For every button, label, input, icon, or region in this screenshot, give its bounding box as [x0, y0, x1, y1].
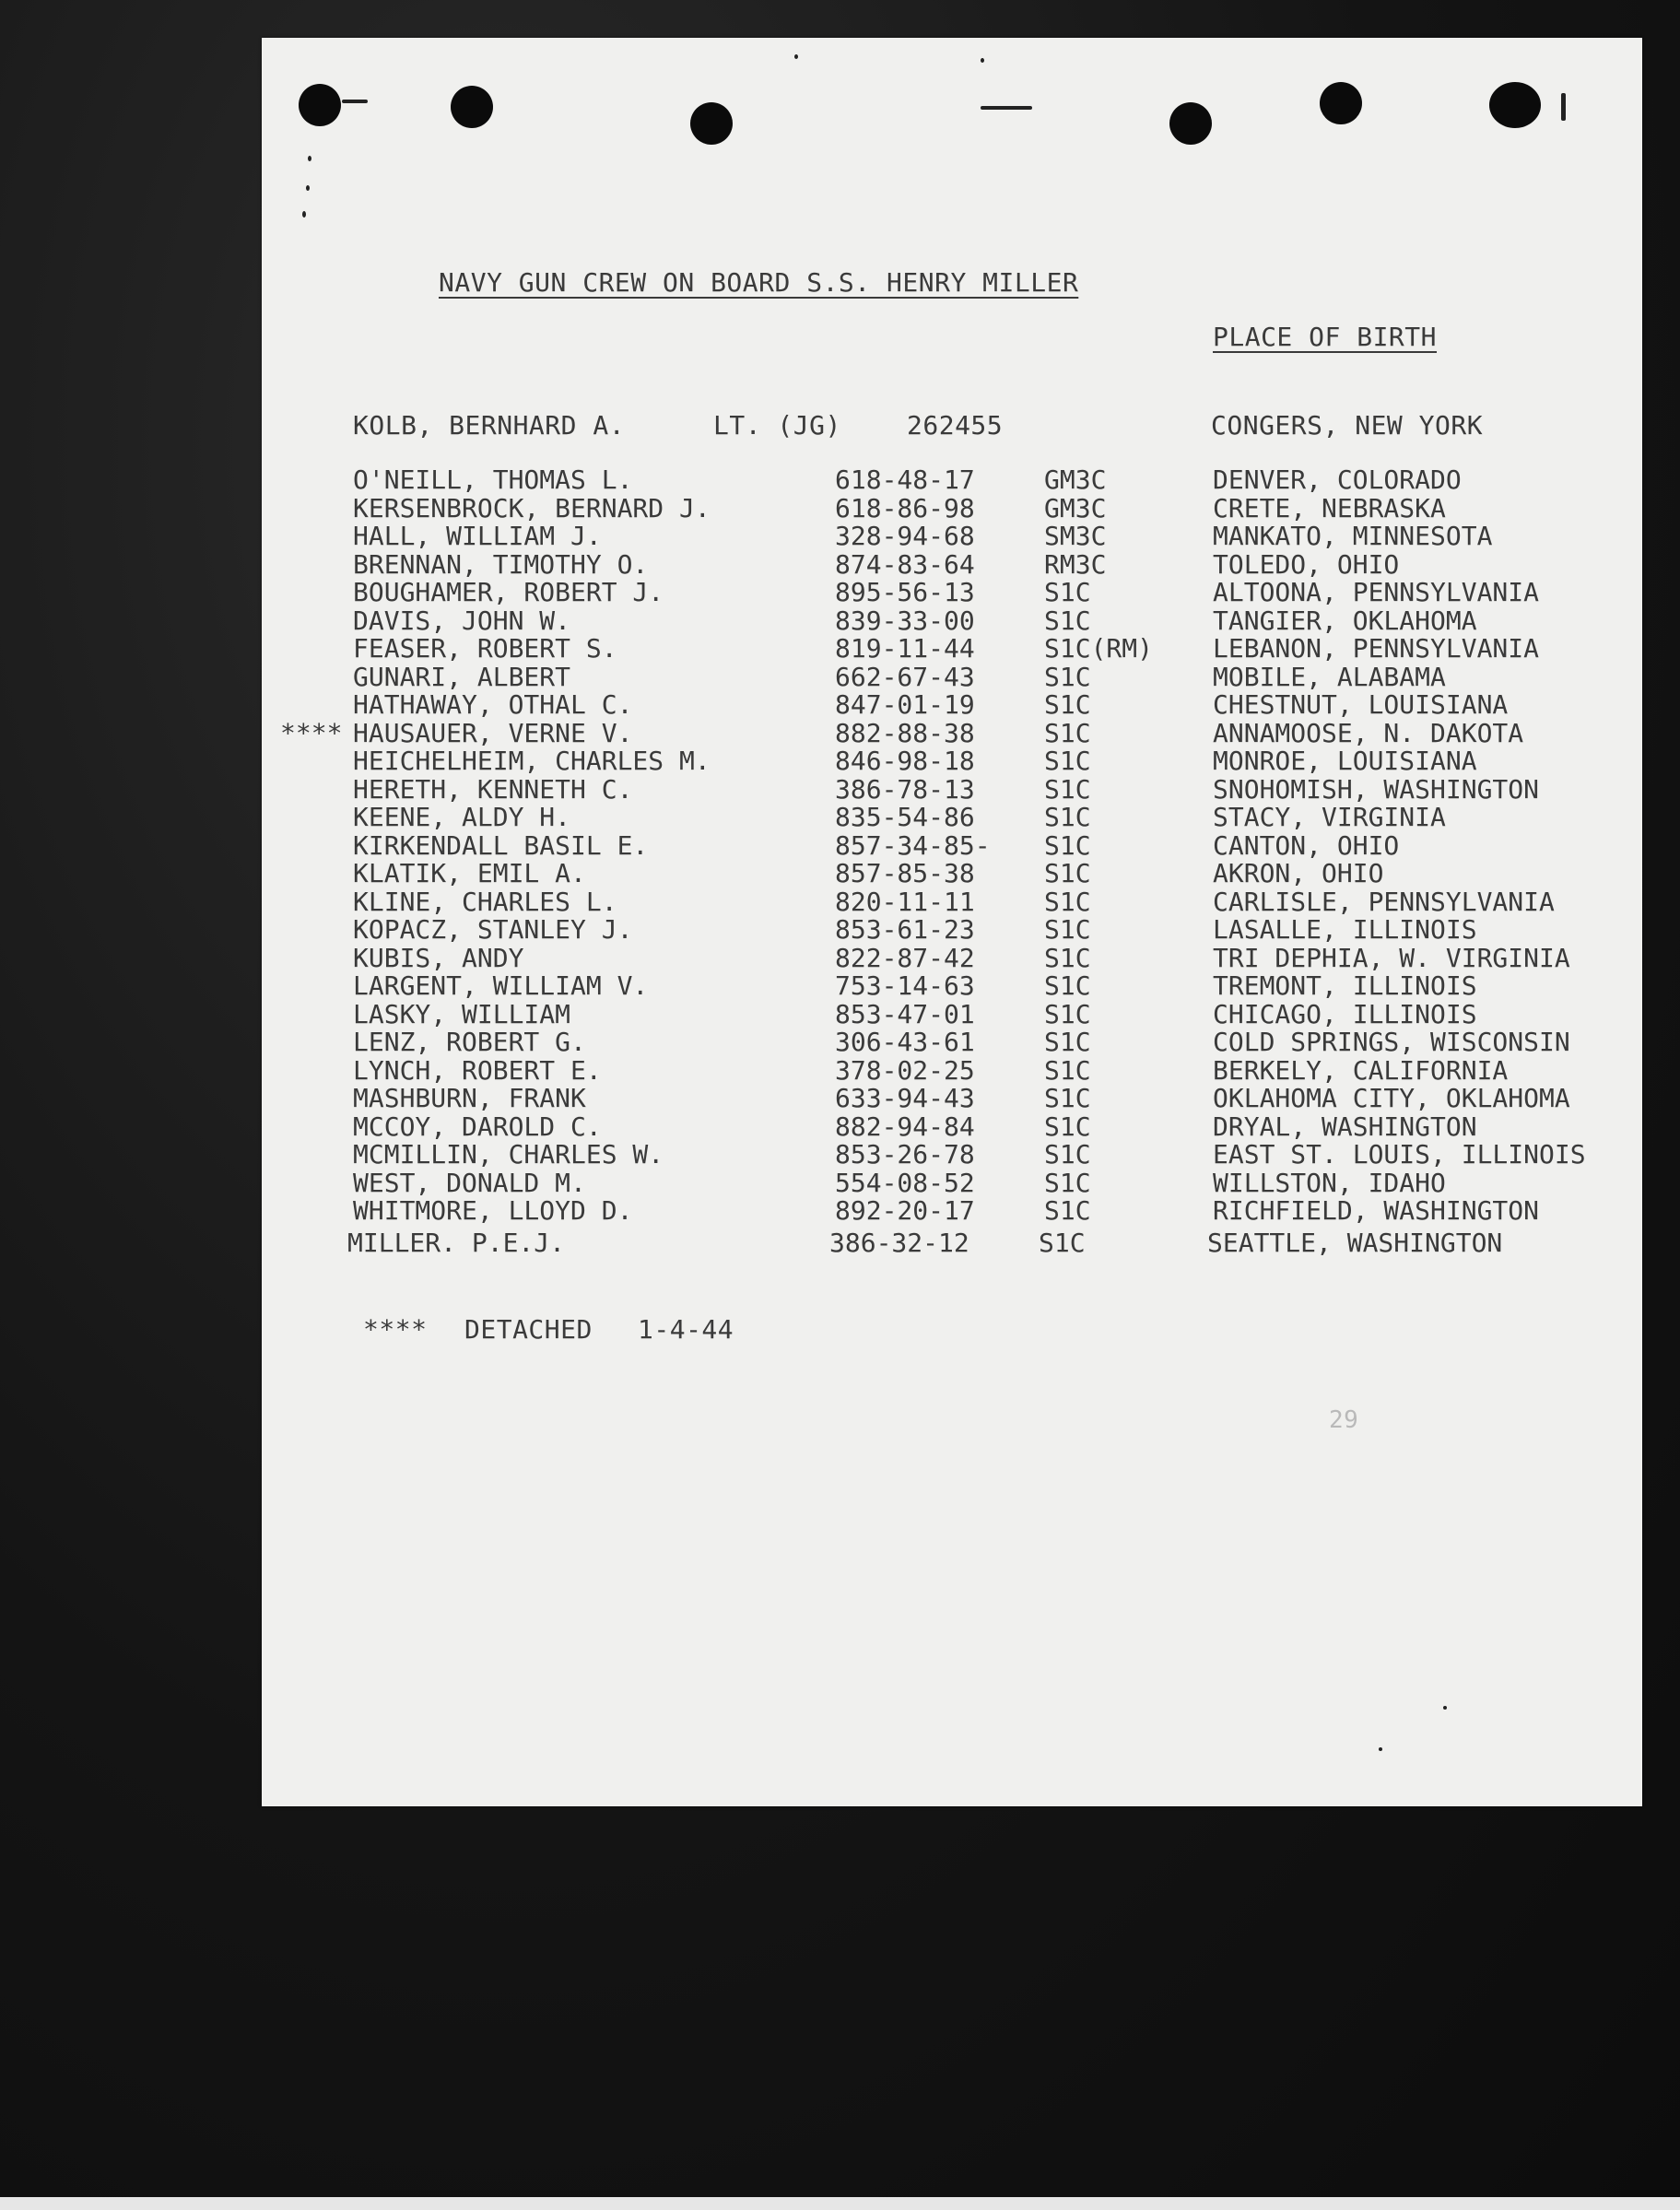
- crew-row: [262, 972, 1642, 1001]
- crew-row: [262, 860, 1642, 888]
- officer-rank: LT. (JG): [713, 410, 841, 441]
- ink-speck: [1379, 1747, 1382, 1751]
- crew-name: KOPACZ, STANLEY J.: [353, 914, 633, 945]
- crew-name: MCCOY, DAROLD C.: [353, 1111, 602, 1142]
- crew-birthplace: STACY, VIRGINIA: [1213, 802, 1446, 832]
- crew-rate: S1C: [1044, 773, 1091, 805]
- crew-service-number: 819-11-44: [835, 633, 975, 664]
- crew-service-number: 853-61-23: [835, 914, 975, 945]
- crew-rate: S1C: [1044, 829, 1091, 861]
- crew-birthplace: CRETE, NEBRASKA: [1213, 492, 1446, 523]
- ink-speck: [342, 100, 368, 103]
- crew-birthplace: COLD SPRINGS, WISCONSIN: [1213, 1027, 1570, 1057]
- crew-name: WHITMORE, LLOYD D.: [353, 1195, 633, 1226]
- crew-rate: GM3C: [1044, 492, 1107, 523]
- crew-service-number: 306-43-61: [835, 1027, 975, 1057]
- crew-birthplace: ALTOONA, PENNSYLVANIA: [1213, 577, 1540, 607]
- punch-hole: [690, 102, 733, 145]
- crew-service-number: 882-88-38: [835, 717, 975, 748]
- crew-birthplace: SNOHOMISH, WASHINGTON: [1213, 773, 1540, 805]
- crew-service-number: 618-86-98: [835, 492, 975, 523]
- crew-birthplace: OKLAHOMA CITY, OKLAHOMA: [1213, 1083, 1570, 1113]
- crew-birthplace: WILLSTON, IDAHO: [1213, 1167, 1446, 1198]
- crew-name: BRENNAN, TIMOTHY O.: [353, 548, 649, 580]
- crew-rate: S1C(RM): [1044, 633, 1154, 664]
- crew-row: [262, 492, 1642, 523]
- crew-row: [262, 1029, 1642, 1057]
- crew-rate: S1C: [1044, 661, 1091, 692]
- crew-birthplace: TREMONT, ILLINOIS: [1213, 970, 1477, 1001]
- crew-row: [262, 1226, 1642, 1258]
- crew-service-number: 554-08-52: [835, 1167, 975, 1198]
- crew-service-number: 386-32-12: [829, 1227, 969, 1258]
- crew-row: [262, 888, 1642, 917]
- crew-name: KEENE, ALDY H.: [353, 802, 571, 832]
- crew-list: [262, 466, 1642, 1296]
- footnote-text: DETACHED: [464, 1314, 593, 1345]
- punch-hole: [1489, 82, 1541, 128]
- crew-birthplace: MANKATO, MINNESOTA: [1213, 521, 1493, 551]
- crew-row: [262, 579, 1642, 607]
- crew-service-number: 633-94-43: [835, 1083, 975, 1113]
- crew-rate: S1C: [1044, 1111, 1091, 1142]
- crew-rate: S1C: [1044, 1139, 1091, 1170]
- crew-birthplace: DENVER, COLORADO: [1213, 464, 1462, 495]
- crew-row: [262, 635, 1642, 664]
- crew-rate: S1C: [1044, 858, 1091, 888]
- crew-row: [262, 829, 1642, 861]
- punch-hole: [1169, 102, 1212, 145]
- crew-row: [262, 1054, 1642, 1086]
- crew-name: FEASER, ROBERT S.: [353, 633, 617, 664]
- crew-name: HATHAWAY, OTHAL C.: [353, 689, 633, 720]
- crew-row: [262, 1141, 1642, 1170]
- crew-row: [262, 1197, 1642, 1226]
- crew-rate: S1C: [1044, 802, 1091, 832]
- crew-rate: S1C: [1044, 717, 1091, 748]
- crew-name: KLATIK, EMIL A.: [353, 858, 586, 888]
- crew-birthplace: DRYAL, WASHINGTON: [1213, 1111, 1477, 1142]
- document-page: [262, 38, 1642, 1806]
- crew-birthplace: RICHFIELD, WASHINGTON: [1213, 1195, 1540, 1226]
- crew-name: GUNARI, ALBERT: [353, 661, 571, 692]
- crew-name: HERETH, KENNETH C.: [353, 773, 633, 805]
- crew-row: [262, 916, 1642, 945]
- crew-name: LASKY, WILLIAM: [353, 998, 571, 1029]
- crew-service-number: 853-26-78: [835, 1139, 975, 1170]
- crew-row: [262, 717, 1642, 748]
- crew-name: MILLER. P.E.J.: [347, 1227, 566, 1258]
- crew-name: WEST, DONALD M.: [353, 1167, 586, 1198]
- crew-row: [262, 773, 1642, 805]
- crew-name: HALL, WILLIAM J.: [353, 521, 602, 551]
- crew-rate: S1C: [1044, 970, 1091, 1001]
- crew-row: [262, 548, 1642, 580]
- crew-rate: SM3C: [1044, 521, 1107, 551]
- crew-rate: S1C: [1044, 1167, 1091, 1198]
- ink-speck: [308, 156, 311, 161]
- crew-service-number: 882-94-84: [835, 1111, 975, 1142]
- crew-birthplace: AKRON, OHIO: [1213, 858, 1384, 888]
- crew-service-number: 822-87-42: [835, 942, 975, 973]
- crew-birthplace: EAST ST. LOUIS, ILLINOIS: [1213, 1139, 1586, 1170]
- crew-row: [262, 998, 1642, 1029]
- crew-service-number: 839-33-00: [835, 605, 975, 636]
- crew-rate: S1C: [1044, 914, 1091, 945]
- crew-name: HEICHELHEIM, CHARLES M.: [353, 746, 711, 776]
- crew-service-number: 386-78-13: [835, 773, 975, 805]
- crew-row: [262, 1085, 1642, 1113]
- crew-rate: S1C: [1044, 1027, 1091, 1057]
- crew-name: DAVIS, JOHN W.: [353, 605, 571, 636]
- crew-birthplace: MOBILE, ALABAMA: [1213, 661, 1446, 692]
- crew-service-number: 846-98-18: [835, 746, 975, 776]
- crew-row: [262, 607, 1642, 636]
- place-of-birth-header: PLACE OF BIRTH: [1213, 322, 1438, 352]
- ink-speck: [981, 58, 984, 63]
- crew-service-number: 328-94-68: [835, 521, 975, 551]
- crew-name: LENZ, ROBERT G.: [353, 1027, 586, 1057]
- crew-service-number: 662-67-43: [835, 661, 975, 692]
- crew-rate: S1C: [1044, 1083, 1091, 1113]
- crew-row: [262, 691, 1642, 720]
- crew-birthplace: LASALLE, ILLINOIS: [1213, 914, 1477, 945]
- crew-rate: S1C: [1044, 746, 1091, 776]
- crew-birthplace: SEATTLE, WASHINGTON: [1207, 1227, 1503, 1258]
- crew-rate: RM3C: [1044, 548, 1107, 580]
- crew-name: MASHBURN, FRANK: [353, 1083, 586, 1113]
- ink-speck: [1443, 1706, 1447, 1710]
- crew-name: KERSENBROCK, BERNARD J.: [353, 492, 711, 523]
- crew-service-number: 895-56-13: [835, 577, 975, 607]
- punch-hole: [451, 86, 493, 128]
- crew-row: [262, 466, 1642, 495]
- page-number: 29: [1329, 1406, 1359, 1434]
- crew-birthplace: CANTON, OHIO: [1213, 829, 1400, 861]
- crew-service-number: 618-48-17: [835, 464, 975, 495]
- scan-edge: [0, 2197, 1680, 2210]
- crew-service-number: 857-34-85-: [835, 829, 991, 861]
- crew-birthplace: MONROE, LOUISIANA: [1213, 746, 1477, 776]
- crew-birthplace: TOLEDO, OHIO: [1213, 548, 1400, 580]
- crew-service-number: 835-54-86: [835, 802, 975, 832]
- crew-name: LARGENT, WILLIAM V.: [353, 970, 649, 1001]
- crew-birthplace: CHICAGO, ILLINOIS: [1213, 998, 1477, 1029]
- crew-name: O'NEILL, THOMAS L.: [353, 464, 633, 495]
- officer-number: 262455: [907, 410, 1004, 441]
- ink-speck: [981, 106, 1032, 110]
- document-title: NAVY GUN CREW ON BOARD S.S. HENRY MILLER: [439, 267, 1079, 298]
- crew-name: HAUSAUER, VERNE V.: [353, 717, 633, 748]
- crew-name: LYNCH, ROBERT E.: [353, 1054, 602, 1086]
- crew-row: [262, 661, 1642, 692]
- crew-rate: S1C: [1044, 689, 1091, 720]
- footnote-date: 1-4-44: [638, 1314, 734, 1345]
- crew-birthplace: TANGIER, OKLAHOMA: [1213, 605, 1477, 636]
- crew-row: [262, 1113, 1642, 1142]
- crew-rate: S1C: [1039, 1227, 1086, 1258]
- ink-speck: [302, 211, 306, 217]
- crew-rate: S1C: [1044, 1195, 1091, 1226]
- crew-service-number: 847-01-19: [835, 689, 975, 720]
- crew-mark: ****: [280, 717, 343, 748]
- crew-row: [262, 523, 1642, 551]
- crew-name: KUBIS, ANDY: [353, 942, 524, 973]
- crew-birthplace: ANNAMOOSE, N. DAKOTA: [1213, 717, 1524, 748]
- crew-service-number: 820-11-11: [835, 886, 975, 917]
- punch-hole: [299, 84, 341, 126]
- punch-hole: [1320, 82, 1362, 124]
- officer-birthplace: CONGERS, NEW YORK: [1211, 410, 1484, 441]
- crew-birthplace: TRI DEPHIA, W. VIRGINIA: [1213, 942, 1570, 973]
- crew-row: [262, 747, 1642, 776]
- crew-service-number: 874-83-64: [835, 548, 975, 580]
- ink-speck: [306, 185, 310, 191]
- crew-name: KLINE, CHARLES L.: [353, 886, 617, 917]
- footnote-mark: ****: [363, 1314, 428, 1345]
- crew-service-number: 853-47-01: [835, 998, 975, 1029]
- crew-name: MCMILLIN, CHARLES W.: [353, 1139, 664, 1170]
- crew-rate: GM3C: [1044, 464, 1107, 495]
- crew-birthplace: LEBANON, PENNSYLVANIA: [1213, 633, 1540, 664]
- crew-row: [262, 1167, 1642, 1198]
- crew-name: BOUGHAMER, ROBERT J.: [353, 577, 664, 607]
- crew-service-number: 753-14-63: [835, 970, 975, 1001]
- ink-speck: [1561, 93, 1566, 121]
- crew-rate: S1C: [1044, 1054, 1091, 1086]
- crew-row: [262, 942, 1642, 973]
- crew-rate: S1C: [1044, 942, 1091, 973]
- crew-rate: S1C: [1044, 998, 1091, 1029]
- crew-birthplace: CARLISLE, PENNSYLVANIA: [1213, 886, 1555, 917]
- crew-rate: S1C: [1044, 886, 1091, 917]
- crew-service-number: 892-20-17: [835, 1195, 975, 1226]
- crew-rate: S1C: [1044, 577, 1091, 607]
- crew-service-number: 857-85-38: [835, 858, 975, 888]
- crew-birthplace: BERKELY, CALIFORNIA: [1213, 1054, 1509, 1086]
- crew-rate: S1C: [1044, 605, 1091, 636]
- officer-name: KOLB, BERNHARD A.: [353, 410, 626, 441]
- crew-birthplace: CHESTNUT, LOUISIANA: [1213, 689, 1509, 720]
- crew-service-number: 378-02-25: [835, 1054, 975, 1086]
- crew-row: [262, 804, 1642, 832]
- crew-name: KIRKENDALL BASIL E.: [353, 829, 649, 861]
- ink-speck: [794, 54, 798, 59]
